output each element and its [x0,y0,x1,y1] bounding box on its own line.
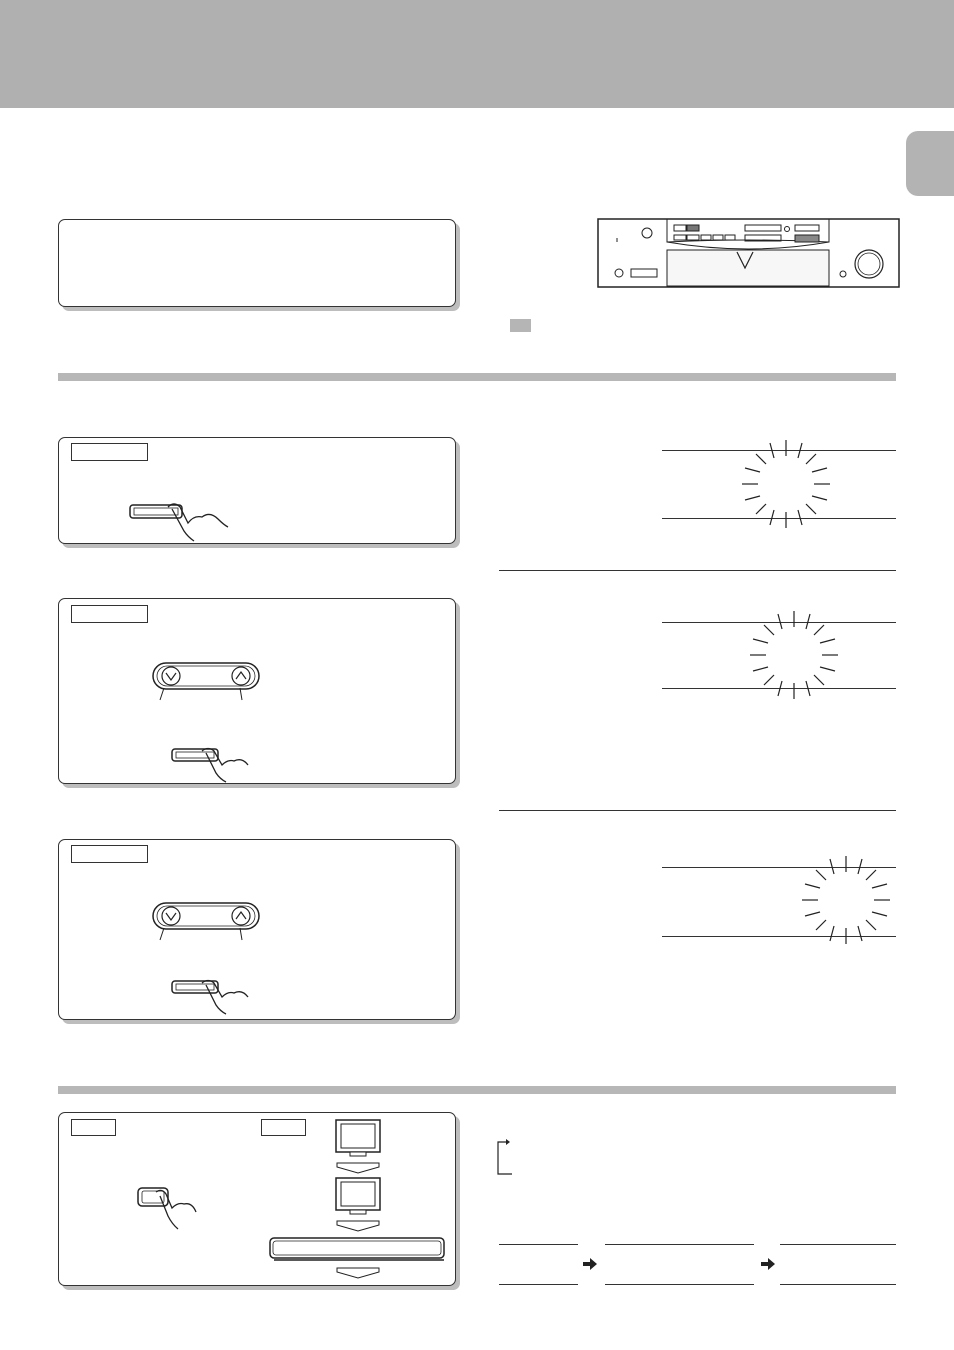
step-1-tag [71,443,148,461]
flow-box-1-bottom [499,1284,578,1285]
step-3-tag [71,845,148,863]
bottom-left-tag [71,1119,116,1136]
down-flow-arrow-icon [336,1267,380,1279]
bottom-right-tag [261,1119,306,1136]
blinking-display-icon [748,609,840,701]
flow-box-2-top [605,1244,754,1245]
monitor-icon [334,1118,382,1158]
down-flow-arrow-icon [336,1162,380,1174]
flow-box-3-top [780,1244,896,1245]
intro-note-panel [58,219,456,307]
blinking-display-icon [800,854,892,946]
blinking-display-icon [740,438,832,530]
loop-bracket-icon [494,1136,514,1176]
receiver-front-panel-icon [597,216,901,290]
pressing-hand-icon[interactable] [134,1184,198,1230]
right-arrow-icon [760,1258,776,1270]
highlight-legend-swatch [510,319,531,332]
flow-box-2-bottom [605,1284,754,1285]
pressing-hand-icon[interactable] [170,745,250,783]
step-divider-1 [499,570,896,571]
up-down-selector-icon[interactable] [150,660,262,702]
section-bar-1 [58,373,896,381]
right-arrow-icon [582,1258,598,1270]
header-band [0,0,954,108]
step-divider-2 [499,810,896,811]
pressing-hand-icon[interactable] [128,497,230,543]
flow-box-3-bottom [780,1284,896,1285]
section-bar-2 [58,1086,896,1094]
down-flow-arrow-icon [336,1220,380,1232]
flow-box-1-top [499,1244,578,1245]
side-tab[interactable] [906,131,954,196]
up-down-selector-icon[interactable] [150,900,262,942]
step-2-tag [71,605,148,623]
pressing-hand-icon[interactable] [170,977,250,1015]
display-bar-icon [268,1236,448,1264]
monitor-icon [334,1176,382,1216]
